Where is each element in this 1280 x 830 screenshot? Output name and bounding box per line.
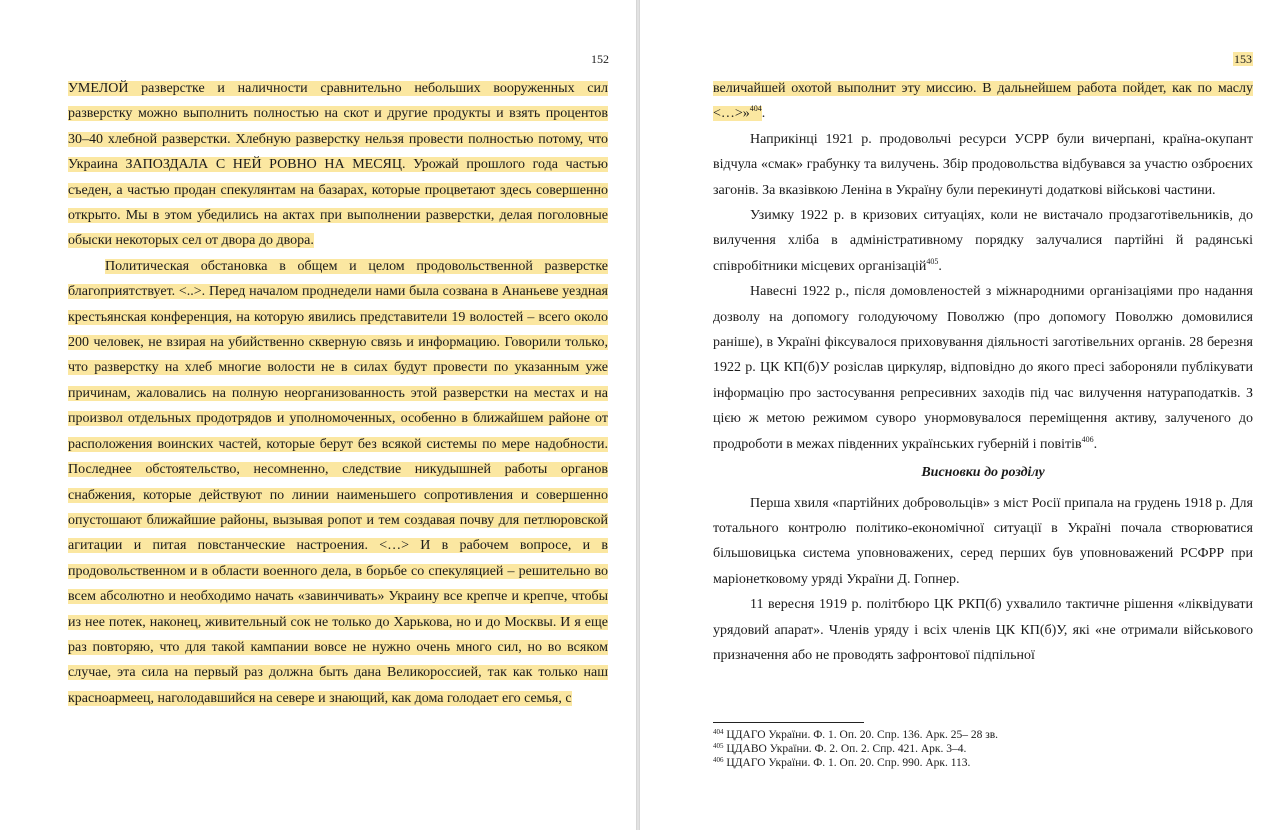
highlighted-text: Политическая обстановка в общем и целом продовольственной разверстке благоприятствует. <..>. Перед началом проднедели нами была созвана в Ананьеве уездная крестьянская конференция, на которую явились представители 19 волостей – всего около 200 человек, не взирая на убийственно скверную связь и информацию. Говорили только, что разверстку на хлеб многие волости не в силах будут провести по указанным уже причинам, жаловались на полную неорганизованность этой разверстки на местах и на произвол отдельных продотрядов и уполномоченных, особенно в ближайшем районе от расположения воинских частей, которые берут без всякой системы по мере надобности. Последнее обстоятельство, несомненно, следствие никудышней работы органов снабжения, которые действуют по линии наименьшего сопротивления и совершенно опустошают ближайшие районы, вызывая ропот и тем создавая почву для петлюровской агитации и питая повстанческие настроения. <…> И в рабочем вопросе, и в продовольственном и в области военного дела, в борьбе со спекуляцией – решительно во всем абсолютно и необходимо начать «завинчивать» Украину все крепче и крепче, чтобы из нее потек, наконец, живительный сок не только до Харькова, но и до Москвы. И я еще раз повторяю, что для такой кампании вовсе не нужно очень много сил, но во всяком случае, эта сила на первый раз должна быть дана Великороссией, так как только наш красноармеец, наголодавшийся на севере и знающий, как дома голодает его семья, с bbox=[68, 258, 608, 706]
paragraph bbox=[68, 76, 608, 254]
footnote-separator bbox=[713, 722, 864, 723]
paragraph-text: Навесні 1922 р., після домовленостей з міжнародними організаціями про надання дозволу на допомогу голодуючому Поволжю (про допомогу Поволжю домовилися раніше), в Україні фіксувалося приховування діяльності заготівельних органів. 28 березня 1922 р. ЦК КП(б)У розіслав циркуляр, відповідно до якого пресі забороняли публікувати інформацію про застосування репресивних заходів під час вилучення натураподатків. З цією ж метою режимом суворо унормовувалося переміщення активу, залученого до продроботи в межах південних українських губерній і повітів bbox=[713, 284, 1253, 452]
footnote-ref[interactable]: 405 bbox=[926, 256, 939, 266]
footnote bbox=[713, 742, 1253, 756]
footnote bbox=[713, 756, 1253, 770]
paragraph bbox=[713, 279, 1253, 457]
right-page-body[interactable] bbox=[713, 76, 1253, 668]
footnote-text: ЦДАГО України. Ф. 1. Оп. 20. Спр. 990. Арк. 113. bbox=[726, 757, 971, 769]
footnote-number: 405 bbox=[713, 742, 724, 750]
footnote-ref[interactable]: 404 bbox=[749, 104, 762, 114]
footnote-text: ЦДАГО України. Ф. 1. Оп. 20. Спр. 136. Арк. 25– 28 зв. bbox=[726, 729, 999, 741]
paragraph bbox=[713, 203, 1253, 279]
paragraph: Перша хвиля «партійних добровольців» з міст Росії припала на грудень 1918 р. Для тотального контролю політико-економічної ситуації в Україні почала створюватися більшовицька система уповноважених, серед перших був уповноважений РСФРР при маріонетковому уряді України Д. Гопнер. bbox=[713, 495, 1253, 587]
highlighted-text: УМЕЛОЙ разверстке и наличности сравнительно небольших вооруженных сил разверстку можно выполнить полностью на скот и другие продукты и взять процентов 30–40 хлебной разверстки. Хлебную разверстку нельзя провести полностью потому, что Украина ЗАПОЗДАЛА С НЕЙ РОВНО НА МЕСЯЦ. Урожай прошлого года частью съеден, а частью продан спекулянтам на базарах, которые процветают здесь совершенно открыто. Мы в этом убедились на актах при выполнении разверстки, делая поголовные обыски некоторых сел от двора до двора. bbox=[68, 81, 608, 249]
section-heading: Висновки до розділу bbox=[921, 465, 1045, 481]
paragraph: Наприкінці 1921 р. продовольчі ресурси УСРР були вичерпані, країна-окупант відчула «смак» грабунку та вилучень. Збір продовольства відбувався за участю озброєних загонів. За вказівкою Леніна в Україну були перекинуті додаткові військові частини. bbox=[713, 131, 1253, 198]
highlighted-text bbox=[713, 81, 1253, 121]
footnote-text: ЦДАВО України. Ф. 2. Оп. 2. Спр. 421. Арк. 3–4. bbox=[726, 743, 967, 755]
period: . bbox=[761, 106, 766, 122]
left-page bbox=[0, 0, 637, 830]
paragraph bbox=[68, 254, 608, 711]
left-page-body[interactable] bbox=[68, 76, 608, 711]
page-number: 152 bbox=[591, 52, 609, 66]
paragraph: 11 вересня 1919 р. політбюро ЦК РКП(б) ухвалило тактичне рішення «ліквідувати урядовий апарат». Членів уряду і всіх членів ЦК КП(б)У, які «не отримали військового призначення або не проводять зафронтової підпільної bbox=[713, 597, 1253, 663]
period: . bbox=[938, 258, 942, 274]
page-number: 153 bbox=[1234, 52, 1252, 66]
footnote-number: 406 bbox=[713, 756, 724, 764]
footnote bbox=[713, 728, 1253, 742]
paragraph bbox=[713, 76, 1253, 127]
right-page bbox=[640, 0, 1280, 830]
paragraph-text: величайшей охотой выполнит эту миссию. В дальнейшем работа пойдет, как по маслу <…>» bbox=[713, 81, 1253, 122]
paragraph-text: Узимку 1922 р. в кризових ситуаціях, коли не вистачало продзаготівельників, до вилучення хліба в адміністративному порядку залучалися партійні й радянські співробітники місцевих організацій bbox=[713, 208, 1253, 274]
period: . bbox=[1093, 436, 1098, 452]
footnote-ref[interactable]: 406 bbox=[1081, 434, 1094, 444]
footnotes bbox=[713, 728, 1253, 770]
footnote-number: 404 bbox=[713, 728, 724, 736]
